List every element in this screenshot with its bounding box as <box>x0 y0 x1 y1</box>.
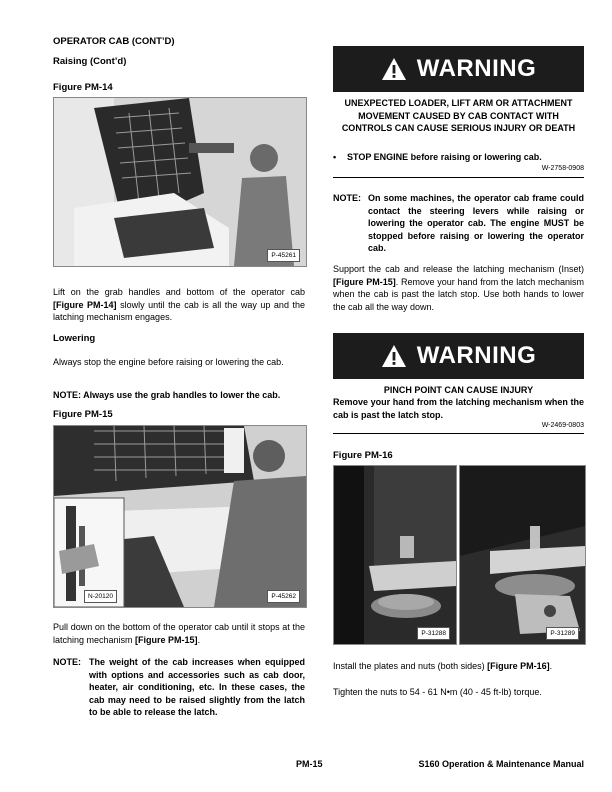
figure-ref: [Figure PM-14] <box>53 299 117 310</box>
figure-pm16-left-code: P-31288 <box>417 627 450 640</box>
lowering-heading: Lowering <box>53 333 96 344</box>
warning-1-bullet <box>333 151 584 164</box>
manual-title: S160 Operation & Maintenance Manual <box>418 759 584 769</box>
warning-triangle-icon <box>381 344 407 368</box>
figure-pm16-photo-right <box>459 465 586 645</box>
install-paragraph: Install the plates and nuts (both sides) [Figure PM-16]. <box>333 661 553 671</box>
warning-1-title: UNEXPECTED LOADER, LIFT ARM OR ATTACHMENT MOVEMENT CAUSED BY CAB CONTACT WITH CONTROLS CAN CAUSE SERIOUS INJURY OR DEATH <box>341 98 576 133</box>
pull-down-paragraph: Pull down on the bottom of the operator cab until it stops at the latching mechanism [Figure PM-15]. <box>53 622 305 645</box>
warning-2-body: Remove your hand from the latching mechanism when the cab is past the latch stop. <box>333 397 584 420</box>
warning-2-title: PINCH POINT CAN CAUSE INJURY <box>383 385 534 395</box>
warning-2-code: W-2469-0803 <box>541 422 584 429</box>
note-cab-frame <box>333 192 584 255</box>
note-text: The weight of the cab increases when equipped with options and accessories such as cab door, heater, air conditioning, etc. In these cases, the cab may need to be raised slightly from the latch to be able to release the latch. <box>89 657 305 717</box>
figure-pm14-illustration <box>54 98 306 266</box>
figure-pm15-photo <box>53 425 307 608</box>
page-number: PM-15 <box>296 759 323 769</box>
figure-ref: [Figure PM-16] <box>487 661 550 671</box>
warning-box-1 <box>333 46 584 92</box>
figure-pm16-right-code: P-31289 <box>546 627 579 640</box>
figure-pm15-illustration <box>54 426 306 607</box>
note-label: NOTE: <box>333 193 361 203</box>
lift-paragraph: Lift on the grab handles and bottom of the operator cab [Figure PM-14] slowly until the cab is all the way up and the latching mechanism engages. <box>53 287 305 322</box>
figure-ref: [Figure PM-15] <box>135 634 198 645</box>
figure-pm14-photo-code: P-45261 <box>267 249 300 262</box>
figure-pm16-right-illustration <box>460 466 585 644</box>
support-cab-paragraph: Support the cab and release the latching mechanism (Inset) [Figure PM-15]. Remove your hand from the latch mechanism when the cab is past the latch stop. Use both hands to lower the cab all the way down. <box>333 264 584 312</box>
section-header: OPERATOR CAB (CONT’D) <box>53 36 175 47</box>
note-label: NOTE: <box>53 657 81 667</box>
subsection-header: Raising (Cont’d) <box>53 56 127 67</box>
divider <box>333 433 584 434</box>
warning-label: WARNING <box>416 342 537 369</box>
warning-1-code: W-2758-0908 <box>541 165 584 172</box>
figure-pm15-photo-code: P-45262 <box>267 590 300 603</box>
bullet-mark: • <box>333 152 337 162</box>
figure-pm16-caption: Figure PM-16 <box>333 450 393 461</box>
note-grab-handles: NOTE: Always use the grab handles to lower the cab. <box>53 390 281 400</box>
figure-pm14-caption: Figure PM-14 <box>53 82 113 93</box>
warning-label: WARNING <box>416 55 537 82</box>
divider <box>333 177 584 178</box>
warning-box-2 <box>333 333 584 379</box>
figure-pm16-left-illustration <box>334 466 456 644</box>
figure-pm14-photo <box>53 97 307 267</box>
figure-ref: [Figure PM-15] <box>333 276 396 287</box>
bullet-text: STOP ENGINE before raising or lowering cab. <box>347 152 542 162</box>
figure-pm15-caption: Figure PM-15 <box>53 409 113 420</box>
note-text: On some machines, the operator cab frame could contact the steering levers while raising or lowering the operator cab. The engine MUST be stopped before raising or lowering the operator cab. <box>368 193 584 253</box>
figure-pm15-inset-code: N-20120 <box>84 590 117 603</box>
figure-pm16-photo-left <box>333 465 457 645</box>
torque-paragraph: Tighten the nuts to 54 - 61 N•m (40 - 45 ft-lb) torque. <box>333 687 542 697</box>
note-cab-weight <box>53 656 305 719</box>
stop-engine-paragraph: Always stop the engine before raising or lowering the cab. <box>53 357 284 367</box>
warning-triangle-icon <box>381 57 407 81</box>
